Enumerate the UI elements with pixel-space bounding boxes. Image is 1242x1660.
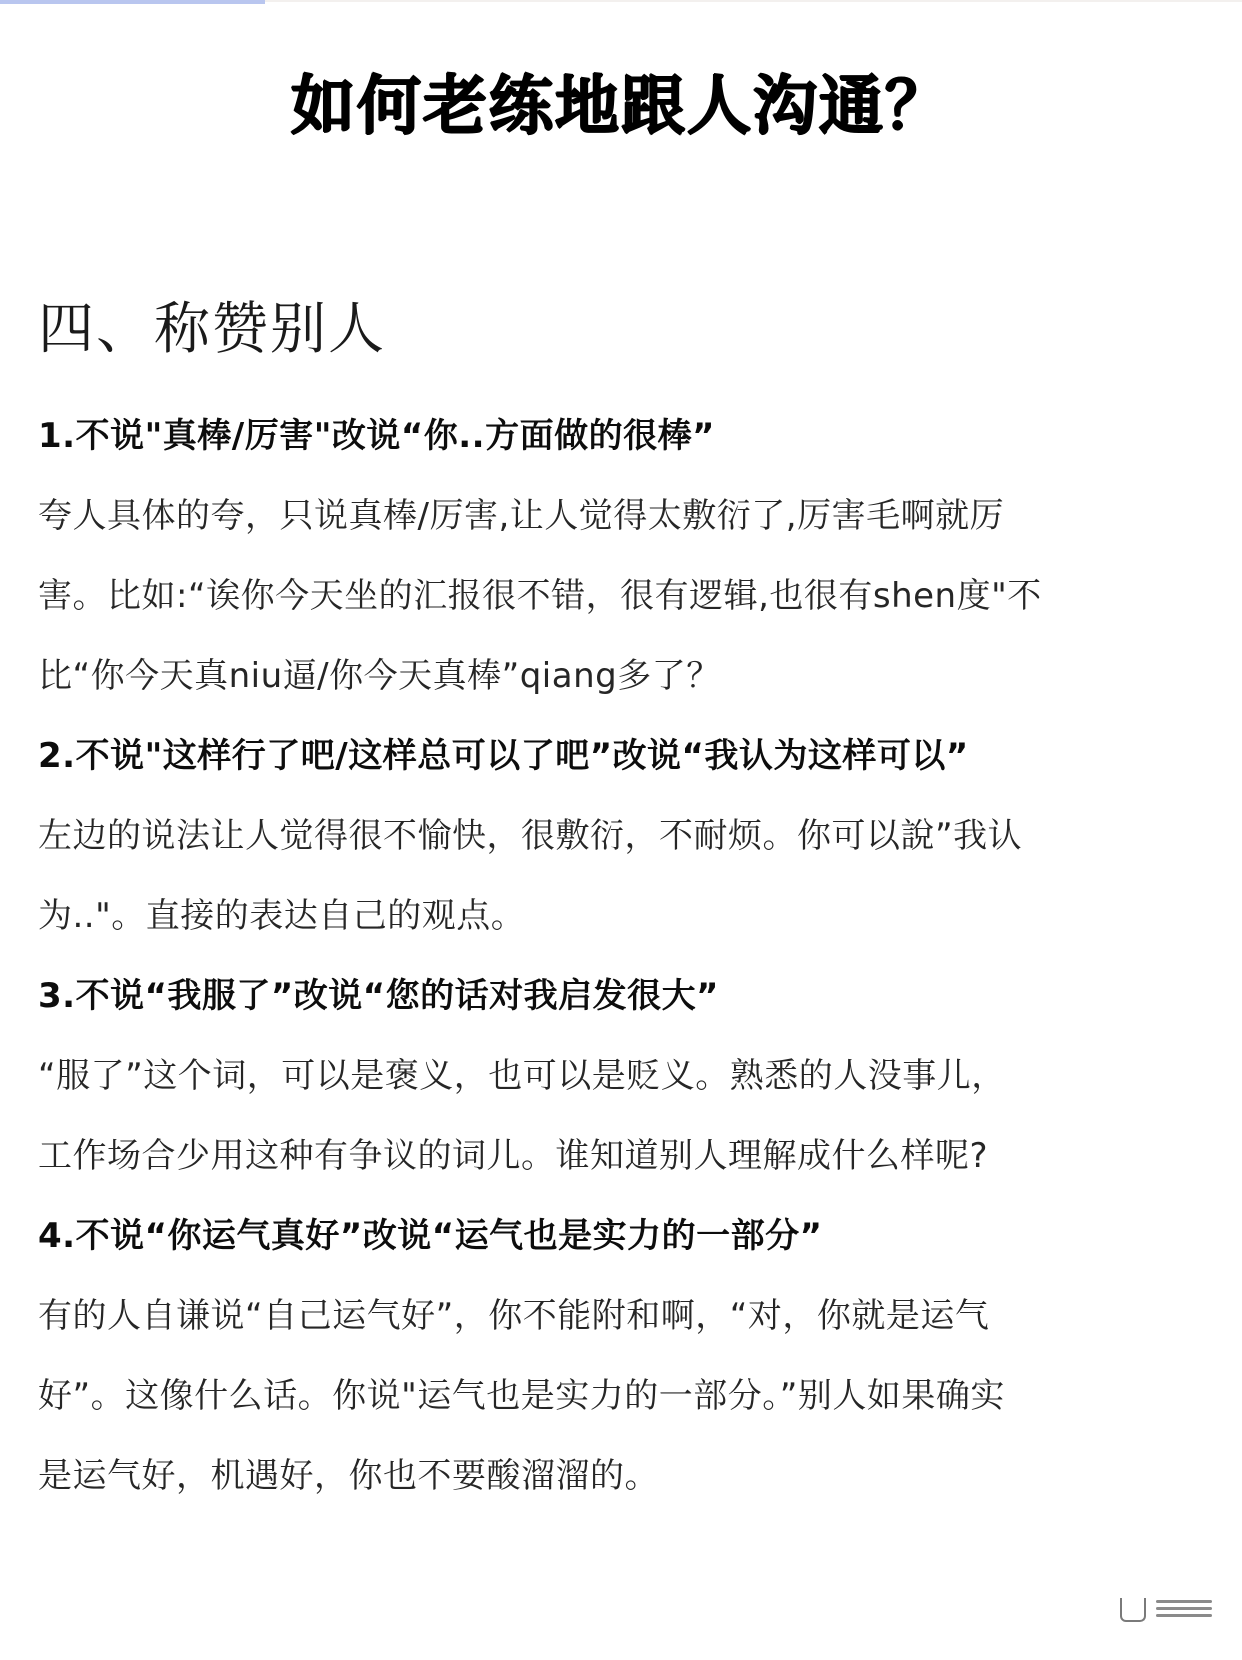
- watermark-logo-icon: [1120, 1598, 1146, 1622]
- rule-block-1: [38, 396, 1208, 716]
- body-text-line: 有的人自谦说“自己运气好”，你不能附和啊，“对，你就是运气: [38, 1296, 990, 1336]
- body-text-line: 夸人具体的夸，只说真棒/厉害,让人觉得太敷衍了,厉害毛啊就厉: [38, 496, 1005, 536]
- body-text-line: 比“你今天真niu逼/你今天真棒”qiang多了？: [38, 656, 721, 696]
- rule-block-2: [38, 716, 1208, 956]
- body-text-line: “服了”这个词，可以是褒义，也可以是贬义。熟悉的人没事儿，: [38, 1056, 1006, 1096]
- rule-heading: 3.不说“我服了”改说“您的话对我启发很大”: [38, 976, 719, 1016]
- body-text-line: 害。比如:“诶你今天坐的汇报很不错，很有逻辑,也很有shen度"不: [38, 576, 1042, 616]
- body-text-line: 左边的说法让人觉得很不愉快，很敷衍，不耐烦。你可以說”我认: [38, 816, 1023, 856]
- rule-block-4: [38, 1196, 1208, 1516]
- body-text-line: 工作场合少用这种有争议的词儿。谁知道别人理解成什么样呢?: [38, 1136, 989, 1176]
- body-text-line: 为.."。直接的表达自己的观点。: [38, 896, 526, 936]
- top-accent-bar: [0, 0, 265, 4]
- rule-heading: 4.不说“你运气真好”改说“运气也是实力的一部分”: [38, 1216, 823, 1256]
- top-divider: [265, 0, 1242, 2]
- article-body: [38, 396, 1208, 1516]
- watermark-lines-icon: [1156, 1600, 1212, 1622]
- rule-heading: 2.不说"这样行了吧/这样总可以了吧”改说“我认为这样可以”: [38, 736, 969, 776]
- rule-block-3: [38, 956, 1208, 1196]
- body-text-line: 好”。这像什么话。你说"运气也是实力的一部分。”别人如果确实: [38, 1376, 1005, 1416]
- body-text-line: 是运气好，机遇好，你也不要酸溜溜的。: [38, 1456, 659, 1496]
- rule-heading: 1.不说"真棒/厉害"改说“你..方面做的很棒”: [38, 416, 715, 456]
- page-title: 如何老练地跟人沟通？: [291, 70, 951, 144]
- section-title: 四、称赞别人: [38, 297, 386, 362]
